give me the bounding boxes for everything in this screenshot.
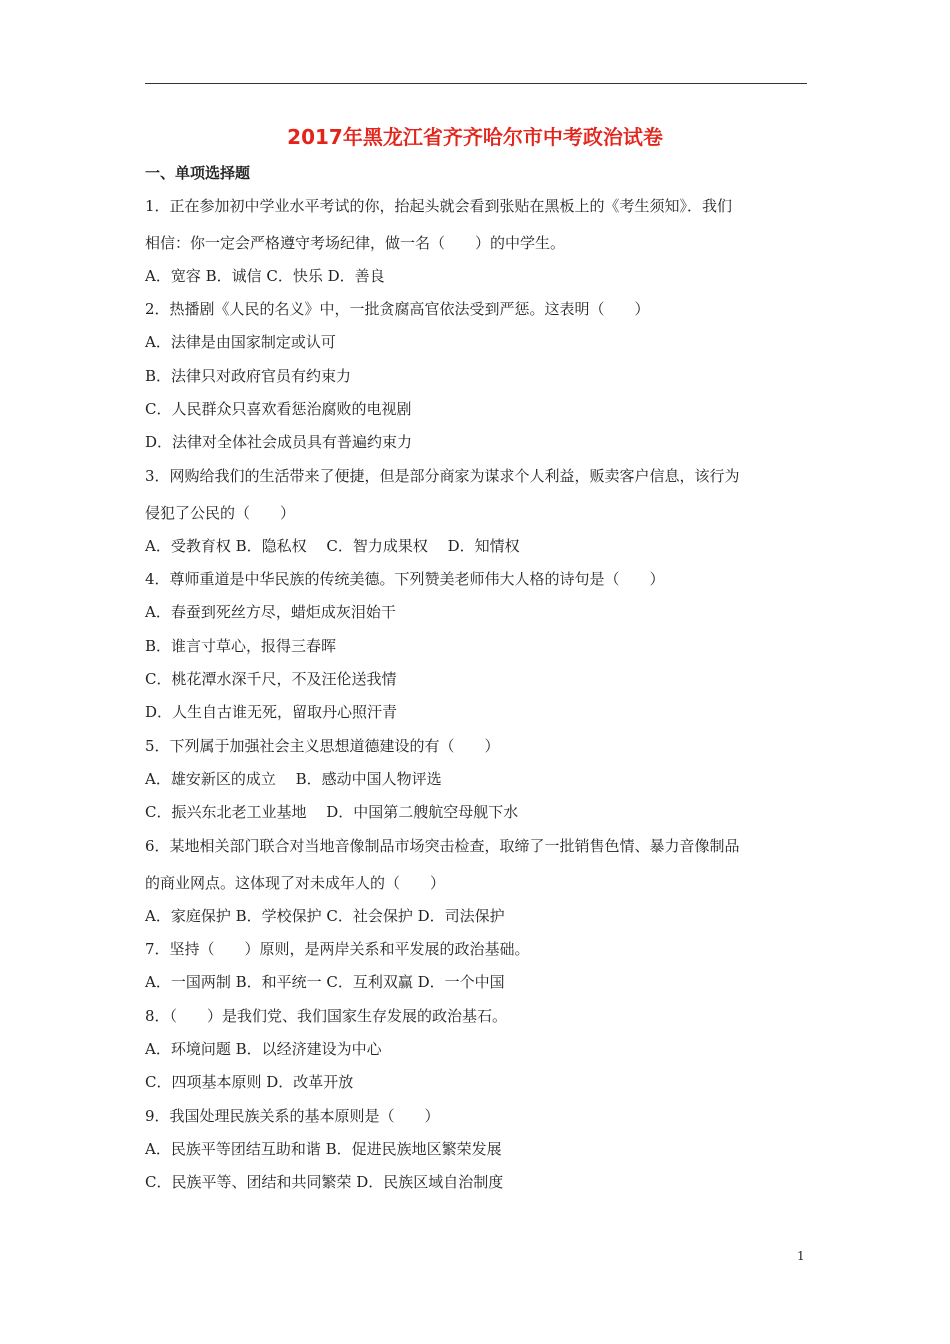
option-line: C．桃花潭水深千尺，不及汪伦送我情 bbox=[145, 670, 397, 688]
option-line: A．宽容 B．诚信 C．快乐 D．善良 bbox=[145, 267, 385, 285]
option-line: A．春蚕到死丝方尽，蜡炬成灰泪始干 bbox=[145, 603, 396, 621]
option-line: A．一国两制 B．和平统一 C．互利双赢 D．一个中国 bbox=[145, 973, 505, 991]
question-line: 7．坚持（ ）原则，是两岸关系和平发展的政治基础。 bbox=[145, 940, 530, 958]
question-line: 9．我国处理民族关系的基本原则是（ ） bbox=[145, 1107, 440, 1125]
option-line: A．民族平等团结互助和谐 B．促进民族地区繁荣发展 bbox=[145, 1140, 502, 1158]
question-line: 2．热播剧《人民的名义》中，一批贪腐高官依法受到严惩。这表明（ ） bbox=[145, 300, 650, 318]
option-line: A．雄安新区的成立 B．感动中国人物评选 bbox=[145, 770, 442, 788]
question-line: 侵犯了公民的（ ） bbox=[145, 504, 296, 522]
option-line: C．四项基本原则 D．改革开放 bbox=[145, 1073, 354, 1091]
option-line: A．受教育权 B．隐私权 C．智力成果权 D．知情权 bbox=[145, 537, 520, 555]
option-line: A．家庭保护 B．学校保护 C．社会保护 D．司法保护 bbox=[145, 907, 505, 925]
option-line: D．人生自古谁无死，留取丹心照汗青 bbox=[145, 703, 398, 721]
question-line: 相信：你一定会严格遵守考场纪律，做一名（ ）的中学生。 bbox=[145, 234, 566, 252]
question-line: 4．尊师重道是中华民族的传统美德。下列赞美老师伟大人格的诗句是（ ） bbox=[145, 570, 665, 588]
option-line: A．法律是由国家制定或认可 bbox=[145, 333, 336, 351]
option-line: D．法律对全体社会成员具有普遍约束力 bbox=[145, 433, 413, 451]
question-line: 的商业网点。这体现了对未成年人的（ ） bbox=[145, 874, 446, 892]
option-line: C．民族平等、团结和共同繁荣 D．民族区域自治制度 bbox=[145, 1173, 504, 1191]
question-line: 3．网购给我们的生活带来了便捷，但是部分商家为谋求个人利益，贩卖客户信息，该行为 bbox=[145, 467, 740, 485]
option-line: C．人民群众只喜欢看惩治腐败的电视剧 bbox=[145, 400, 412, 418]
header-rule bbox=[145, 83, 807, 84]
section-heading: 一、单项选择题 bbox=[145, 164, 251, 182]
exam-title: 2017年黑龙江省齐齐哈尔市中考政治试卷 bbox=[287, 125, 663, 149]
option-line: C．振兴东北老工业基地 D．中国第二艘航空母舰下水 bbox=[145, 803, 519, 821]
option-line: B．法律只对政府官员有约束力 bbox=[145, 367, 352, 385]
question-line: 8．（ ）是我们党、我们国家生存发展的政治基石。 bbox=[145, 1007, 508, 1025]
page-number: 1 bbox=[797, 1249, 805, 1263]
question-line: 5．下列属于加强社会主义思想道德建设的有（ ） bbox=[145, 737, 500, 755]
question-line: 6．某地相关部门联合对当地音像制品市场突击检查，取缔了一批销售色情、暴力音像制品 bbox=[145, 837, 740, 855]
option-line: B．谁言寸草心，报得三春晖 bbox=[145, 637, 337, 655]
option-line: A．环境问题 B．以经济建设为中心 bbox=[145, 1040, 382, 1058]
question-line: 1．正在参加初中学业水平考试的你，抬起头就会看到张贴在黑板上的《考生须知》．我们 bbox=[145, 197, 733, 215]
